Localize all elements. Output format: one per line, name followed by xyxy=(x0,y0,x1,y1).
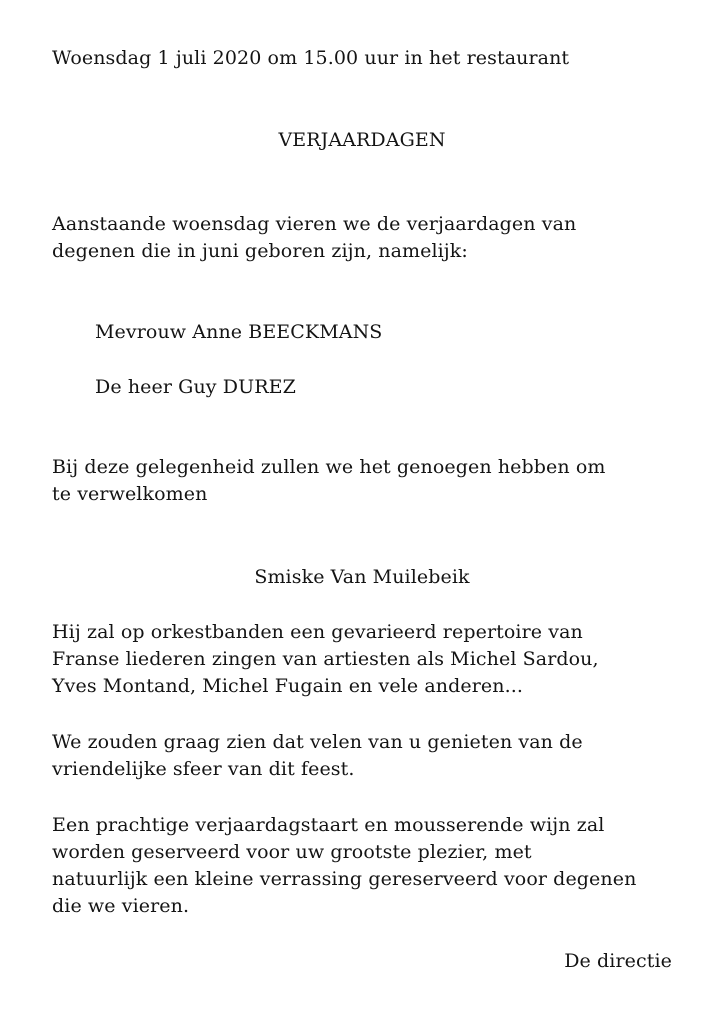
intro-line: degenen die in juni geboren zijn, namelijk: xyxy=(52,240,468,262)
invitation-line: We zouden graag zien dat velen van u genieten van de xyxy=(52,731,583,753)
celebrant-name: Mevrouw Anne BEECKMANS xyxy=(95,321,383,343)
date-line: Woensdag 1 juli 2020 om 15.00 uur in het restaurant xyxy=(52,47,570,69)
treats-line: die we vieren. xyxy=(52,895,190,917)
intro-line: Aanstaande woensdag vieren we de verjaardagen van xyxy=(52,213,577,235)
performer-name: Smiske Van Muilebeik xyxy=(254,566,470,588)
welcome-line: te verwelkomen xyxy=(52,483,208,505)
welcome-line: Bij deze gelegenheid zullen we het genoegen hebben om xyxy=(52,456,606,478)
invitation-line: vriendelijke sfeer van dit feest. xyxy=(52,758,355,780)
signature: De directie xyxy=(564,950,672,972)
description-line: Hij zal op orkestbanden een gevarieerd repertoire van xyxy=(52,621,583,643)
description-line: Franse liederen zingen van artiesten als Michel Sardou, xyxy=(52,648,599,670)
treats-line: Een prachtige verjaardagstaart en mousserende wijn zal xyxy=(52,814,605,836)
page-title: VERJAARDAGEN xyxy=(278,129,446,151)
celebrant-name: De heer Guy DUREZ xyxy=(95,376,296,398)
treats-line: worden geserveerd voor uw grootste plezier, met xyxy=(52,841,532,863)
description-line: Yves Montand, Michel Fugain en vele anderen... xyxy=(52,675,524,697)
treats-line: natuurlijk een kleine verrassing gereserveerd voor degenen xyxy=(52,868,637,890)
